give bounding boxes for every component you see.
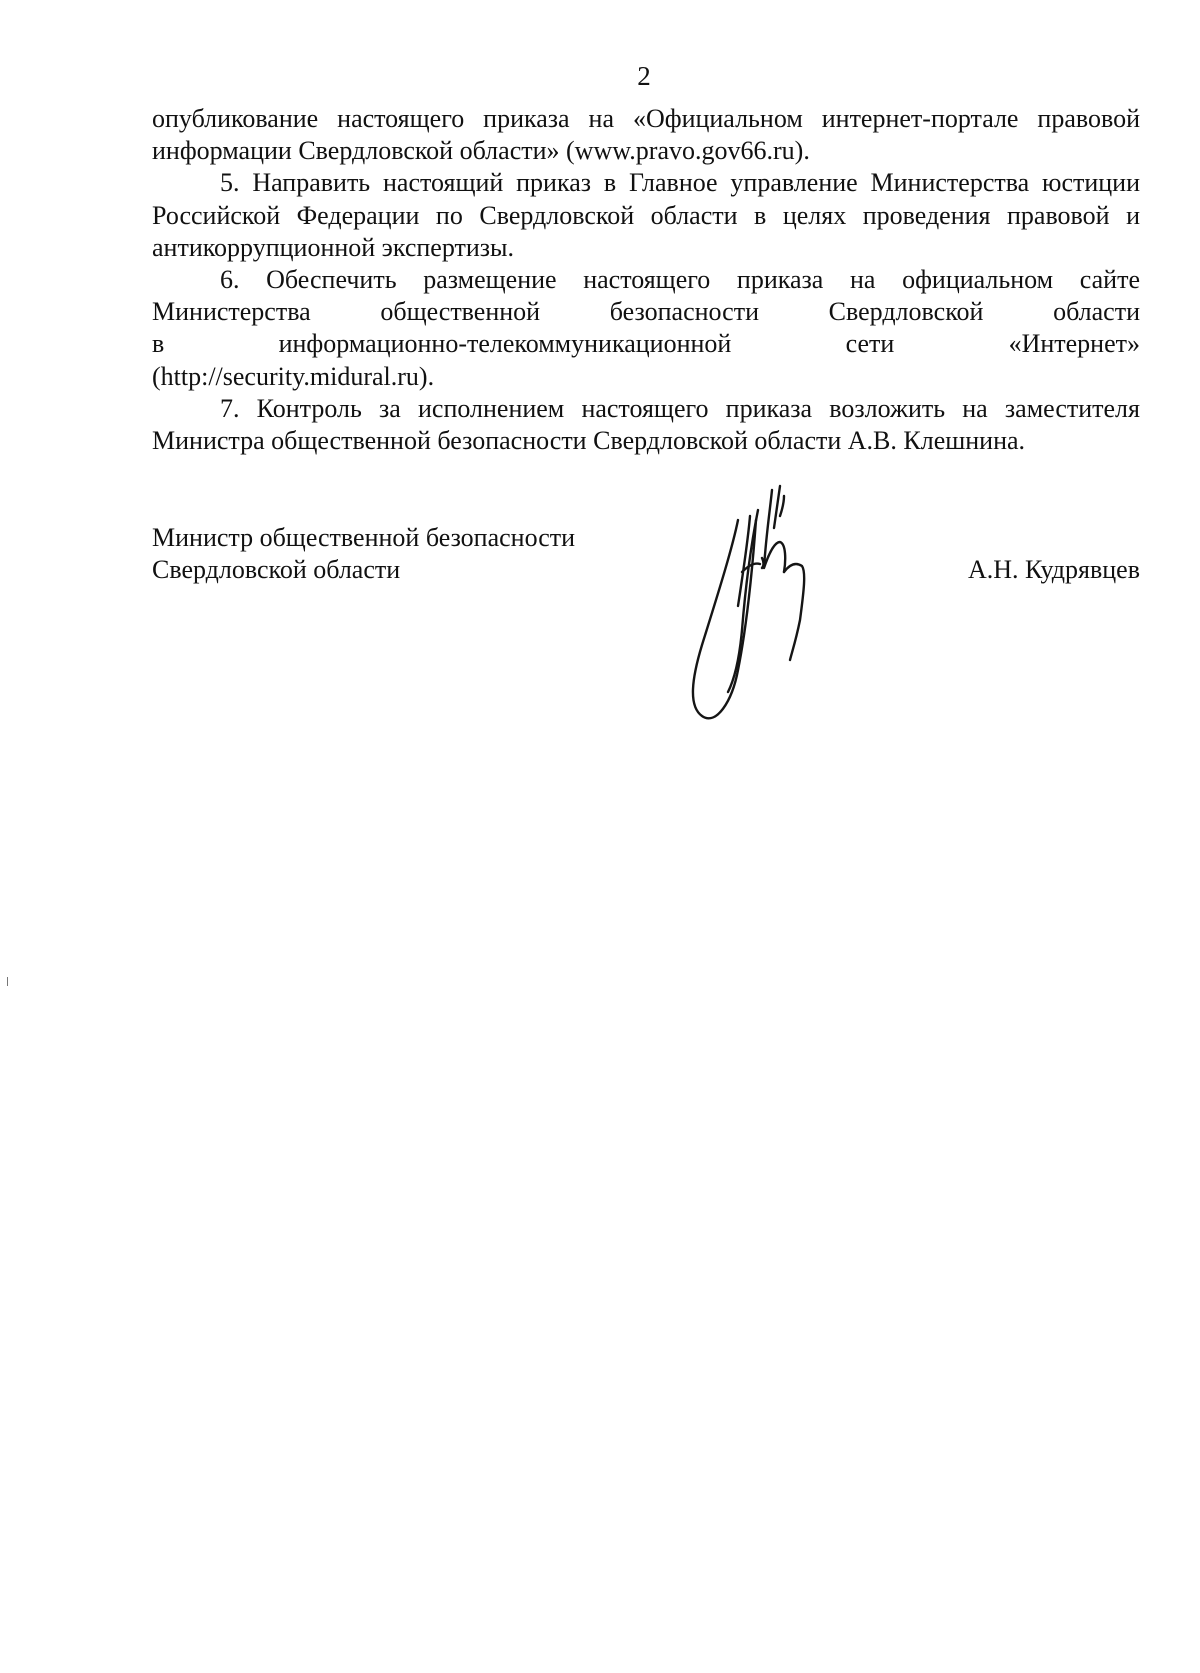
handwritten-signature — [680, 480, 850, 730]
document-body — [152, 103, 1140, 457]
signatory-title-line-2: Свердловской области — [152, 555, 401, 584]
paragraph-6-part-2: в информационно-телекоммуникационной сети «Интернет» — [152, 329, 1140, 359]
signatory-name: А.Н. Кудрявцев — [968, 555, 1140, 584]
paragraph-6-part-1: 6. Обеспечить размещение настоящего приказа на официальном сайте Министерства общественной безопасности Свердловской области — [152, 265, 1140, 327]
signature-block — [152, 522, 1140, 602]
paragraph-7: 7. Контроль за исполнением настоящего приказа возложить на заместителя Министра общественной безопасности Свердловской области А.В. Клешнина. — [152, 393, 1140, 456]
paragraph-publication: опубликование настоящего приказа на «Официальном интернет-портале правовой информации Свердловской области» (www.pravo.gov66.ru). — [152, 104, 1140, 166]
paragraph-5: 5. Направить настоящий приказ в Главное управление Министерства юстиции Российской Федерации по Свердловской области в целях проведения правовой и антикоррупционной экспертизы. — [152, 168, 1140, 262]
paragraph-6-part-3: (http://security.midural.ru). — [152, 361, 435, 391]
paragraph-6 — [152, 264, 1140, 393]
page-number: 2 — [637, 61, 651, 91]
signatory-title-line-1: Министр общественной безопасности — [152, 523, 576, 552]
scan-margin-mark — [7, 977, 8, 986]
